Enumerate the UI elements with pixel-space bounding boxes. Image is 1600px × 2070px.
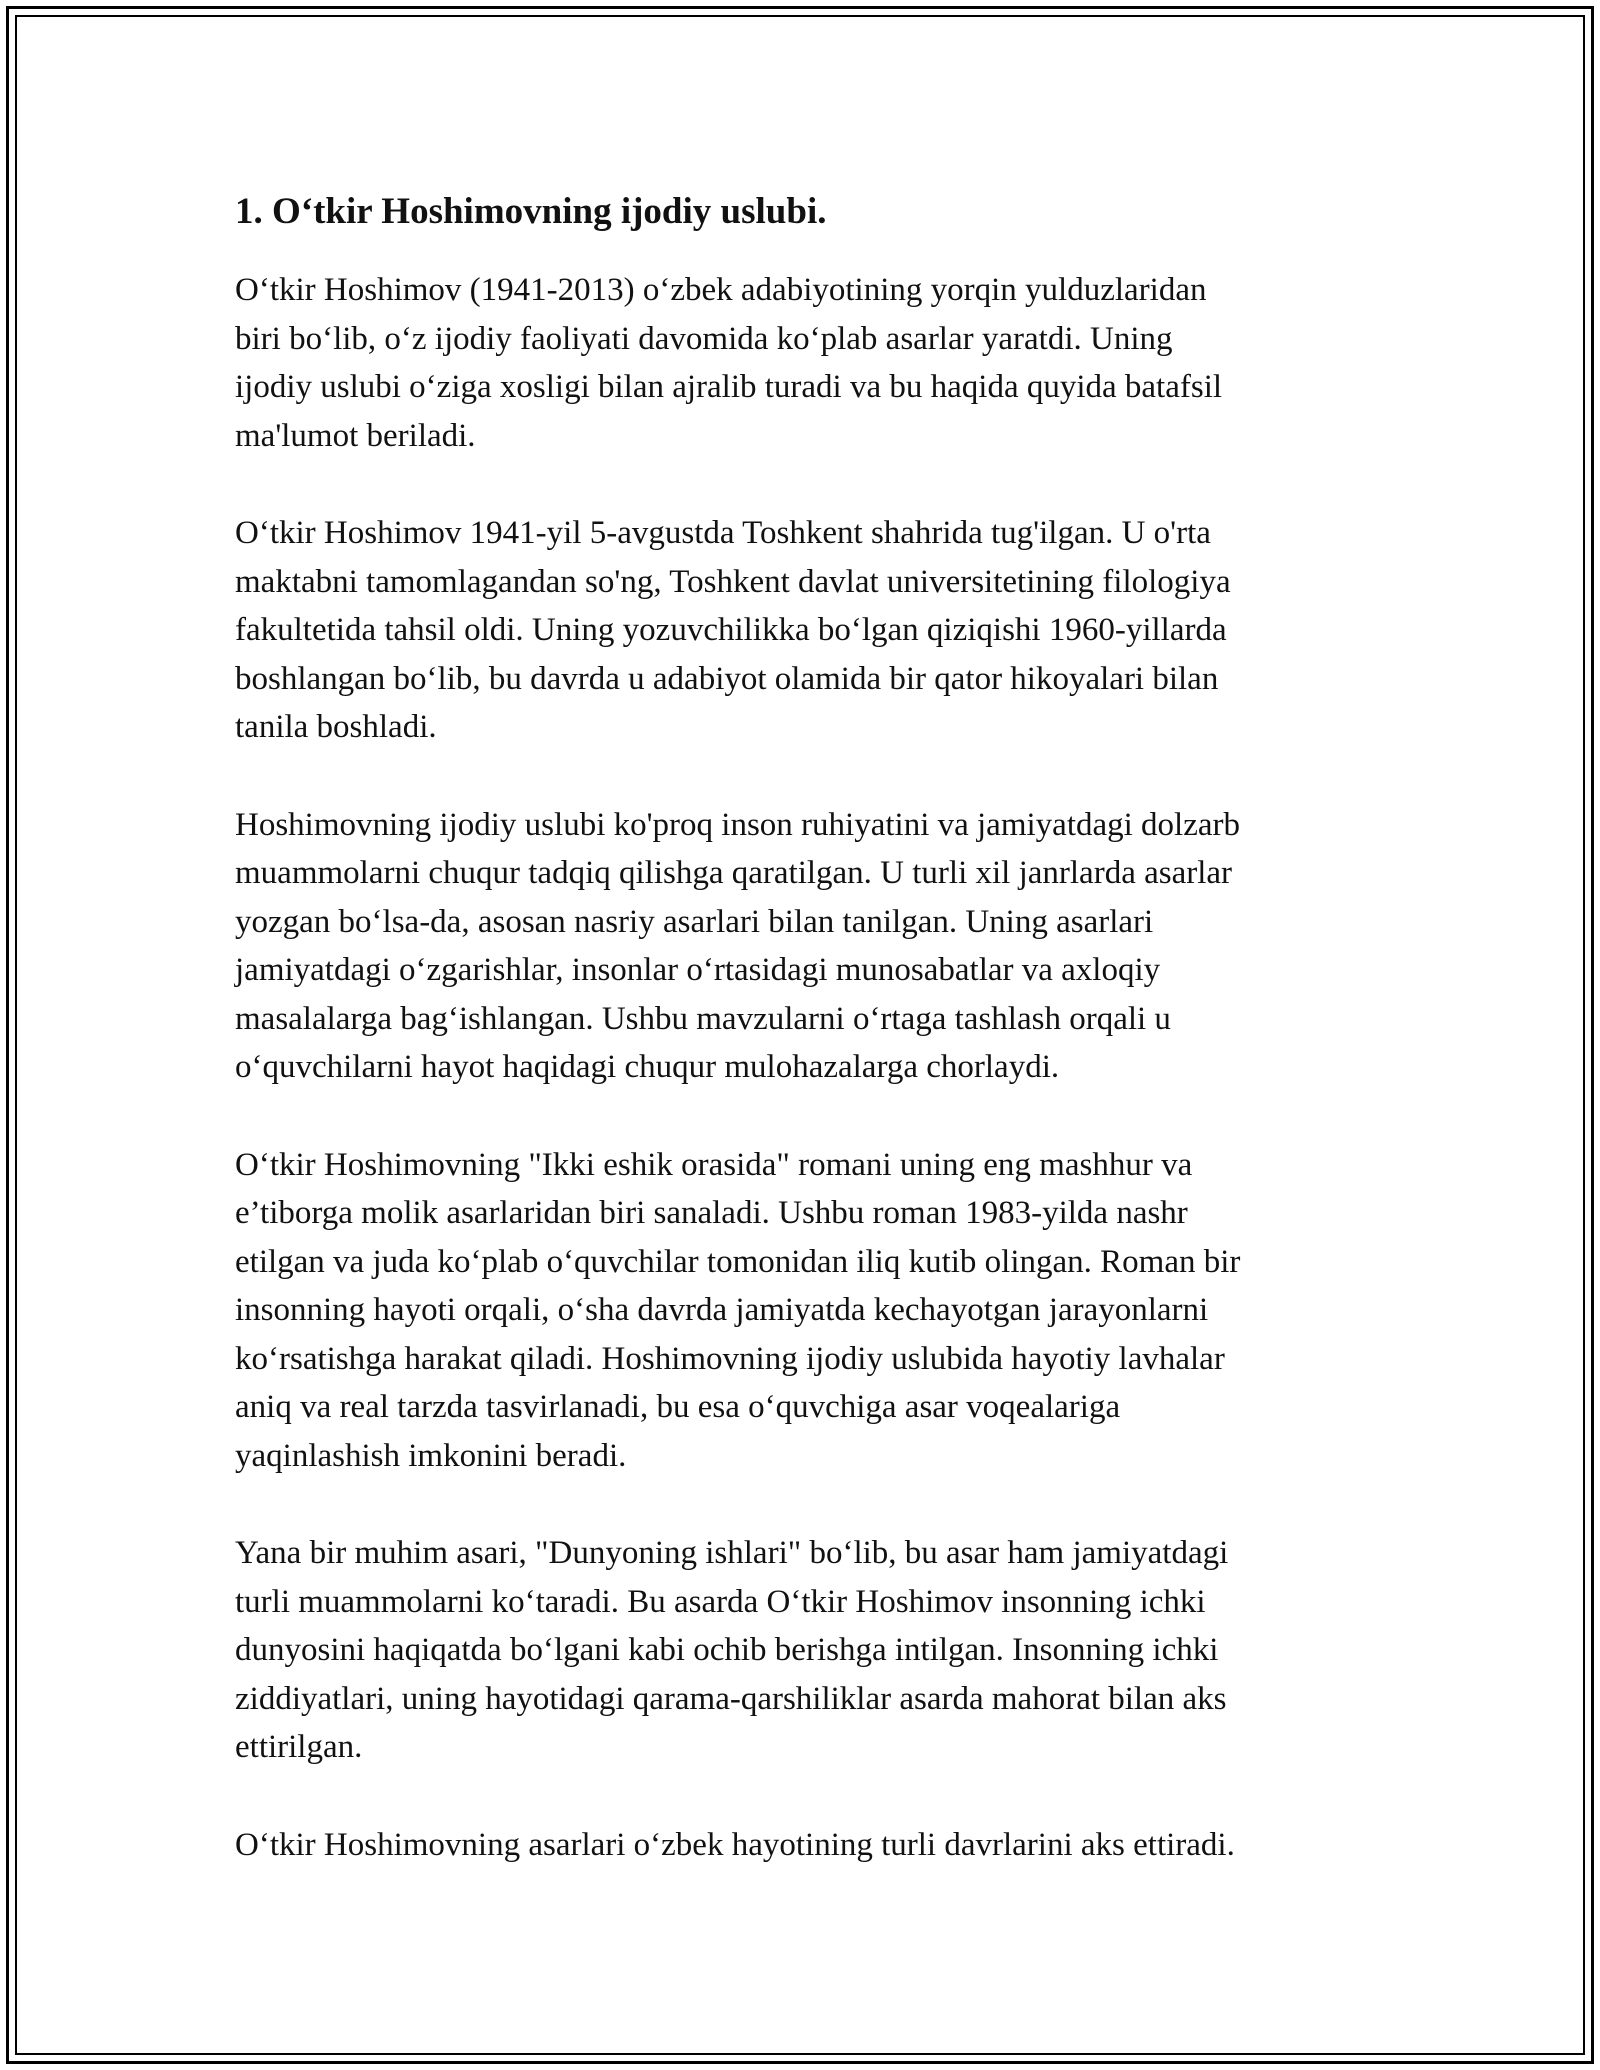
text-line: O‘tkir Hoshimovning asarlari o‘zbek hayotining turli davrlarini aks ettiradi. [235, 1826, 1235, 1863]
paragraph [235, 1529, 1370, 1772]
text-line: ma'lumot beriladi. [235, 417, 476, 454]
text-line: dunyosini haqiqatda bo‘lgani kabi ochib berishga intilgan. Insonning ichki [235, 1632, 1219, 1668]
paragraph [235, 266, 1370, 460]
text-line: jamiyatdagi o‘zgarishlar, insonlar o‘rtasidagi munosabatlar va axloqiy [235, 952, 1161, 988]
text-line: masalalarga bag‘ishlangan. Ushbu mavzularni o‘rtaga tashlash orqali u [235, 1000, 1171, 1037]
text-line: insonning hayoti orqali, o‘sha davrda jamiyatda kechayotgan jarayonlarni [235, 1292, 1209, 1328]
text-line: Hoshimovning ijodiy uslubi ko'proq inson ruhiyatini va jamiyatdagi dolzarb [235, 806, 1241, 843]
text-line: etilgan va juda ko‘plab o‘quvchilar tomonidan iliq kutib olingan. Roman bir [235, 1243, 1241, 1280]
paragraph [235, 1141, 1370, 1481]
text-line: O‘tkir Hoshimov (1941-2013) o‘zbek adabiyotining yorqin yulduzlaridan [235, 272, 1207, 308]
text-line: biri bo‘lib, o‘z ijodiy faoliyati davomida ko‘plab asarlar yaratdi. Uning [235, 320, 1173, 357]
text-line: maktabni tamomlagandan so'ng, Toshkent davlat universitetining filologiya [235, 563, 1231, 600]
text-line: ijodiy uslubi o‘ziga xosligi bilan ajralib turadi va bu haqida quyida batafsil [235, 369, 1223, 405]
text-line: muammolarni chuqur tadqiq qilishga qaratilgan. U turli xil janrlarda asarlar [235, 855, 1233, 891]
text-line: Yana bir muhim asari, "Dunyoning ishlari" bo‘lib, bu asar ham jamiyatdagi [235, 1535, 1229, 1571]
text-line: ko‘rsatishga harakat qiladi. Hoshimovning ijodiy uslubida hayotiy lavhalar [235, 1340, 1225, 1377]
text-line: fakultetida tahsil oldi. Uning yozuvchilikka bo‘lgan qiziqishi 1960-yillarda [235, 612, 1227, 648]
section-heading: 1. O‘tkir Hoshimovning ijodiy uslubi. [235, 191, 827, 232]
text-line: o‘quvchilarni hayot haqidagi chuqur mulohazalarga chorlaydi. [235, 1049, 1060, 1085]
text-line: turli muammolarni ko‘taradi. Bu asarda O‘tkir Hoshimov insonning ichki [235, 1583, 1206, 1620]
document-body [235, 188, 1370, 1918]
text-line: O‘tkir Hoshimovning "Ikki eshik orasida" romani uning eng mashhur va [235, 1146, 1193, 1183]
paragraph [235, 1821, 1370, 1870]
text-line: yaqinlashish imkonini beradi. [235, 1437, 627, 1474]
text-line: ettirilgan. [235, 1729, 363, 1765]
text-line: aniq va real tarzda tasvirlanadi, bu esa o‘quvchiga asar voqealariga [235, 1389, 1121, 1425]
text-line: ziddiyatlari, uning hayotidagi qarama-qarshiliklar asarda mahorat bilan aks [235, 1680, 1227, 1717]
text-line: boshlangan bo‘lib, bu davrda u adabiyot olamida bir qator hikoyalari bilan [235, 660, 1219, 697]
text-line: tanila boshladi. [235, 709, 437, 745]
paragraph [235, 801, 1370, 1092]
text-line: O‘tkir Hoshimov 1941-yil 5-avgustda Toshkent shahrida tug'ilgan. U o'rta [235, 515, 1211, 551]
text-line: e’tiborga molik asarlaridan biri sanaladi. Ushbu roman 1983-yilda nashr [235, 1195, 1188, 1231]
text-line: yozgan bo‘lsa-da, asosan nasriy asarlari bilan tanilgan. Uning asarlari [235, 903, 1154, 940]
paragraph [235, 509, 1370, 752]
paragraph-list [235, 266, 1370, 1869]
